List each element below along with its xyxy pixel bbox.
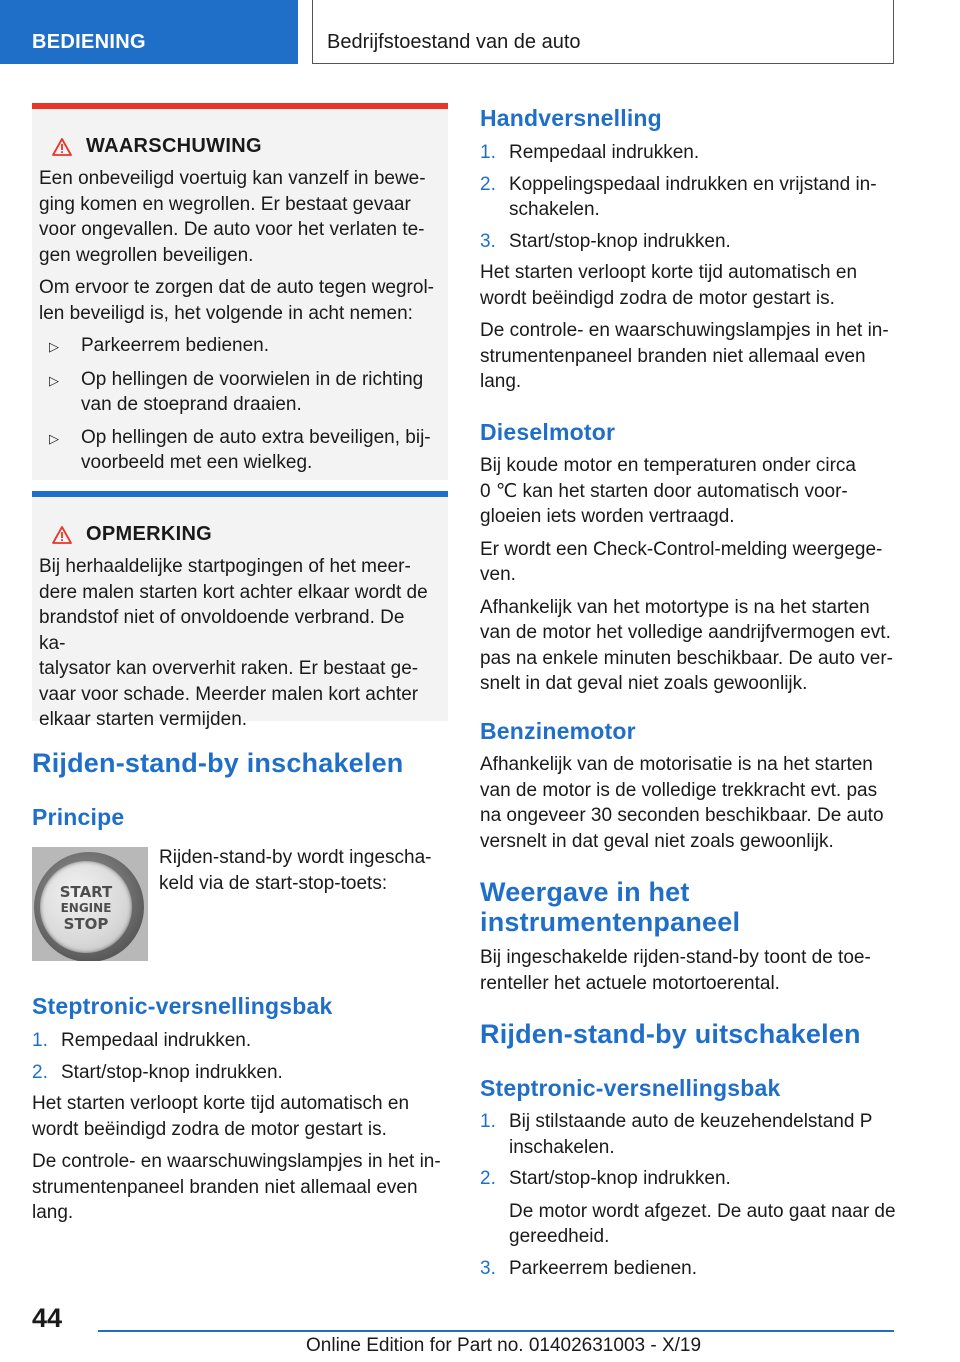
list-item: 3. Start/stop-knop indrukken. [480, 230, 731, 252]
chapter-title: Bedrijfstoestand van de auto [312, 0, 894, 64]
heading-benzinemotor: Benzinemotor [480, 718, 636, 744]
warning-paragraph-1: Een onbeveiligd voertuig kan vanzelf in bewe- ging komen en wegrollen. Er bestaat gevaar voor ongevallen. De auto voor het verlaten te- gen wegrollen beveiligen. [39, 168, 426, 266]
handversnelling-section [480, 140, 900, 402]
page-number: 44 [32, 1303, 63, 1333]
paragraph: Het starten verloopt korte tijd automatisch en wordt beëindigd zodra de motor gestart is. [32, 1093, 410, 1140]
warning-icon [52, 138, 72, 156]
benzine-paragraph: Afhankelijk van de motorisatie is na het starten van de motor is de volledige trekkracht evt. pas na ongeveer 30 seconden beschikbaar. De auto versnelt in dat geval niet zoals gewoonlijk. [480, 754, 884, 852]
heading-dieselmotor: Dieselmotor [480, 419, 616, 445]
list-item: ▷ Op hellingen de voorwielen in de richting van de stoeprand draaien. [39, 367, 436, 418]
note-title-text: OPMERKING [86, 523, 213, 545]
paragraph: De controle- en waarschuwingslampjes in het in- strumentenpaneel branden niet allemaal even lang. [480, 320, 889, 392]
list-item: 1. Bij stilstaande auto de keuzehendelstand P inschakelen. [480, 1111, 873, 1158]
list-item: 2. Start/stop-knop indrukken. De motor wordt afgezet. De auto gaat naar de gereedheid. [480, 1168, 896, 1247]
heading-handversnelling: Handversnelling [480, 105, 662, 131]
paragraph: Bij koude motor en temperaturen onder circa 0 ℃ kan het starten door automatisch voor- gloeien iets worden vertraagd. [480, 455, 856, 527]
steptronic-steps [32, 1028, 452, 1233]
note-title [52, 523, 436, 546]
heading-steptronic: Steptronic-versnellingsbak [32, 993, 333, 1019]
uit-steps [480, 1109, 900, 1287]
list-item: 3. Parkeerrem bedienen. [480, 1257, 697, 1279]
triangle-bullet-icon: ▷ [49, 372, 59, 388]
paragraph: Het starten verloopt korte tijd automatisch en wordt beëindigd zodra de motor gestart is. [480, 262, 858, 309]
weergave-paragraph: Bij ingeschakelde rijden-stand-by toont de toe- renteller het actuele motortoerental. [480, 947, 871, 994]
list-item: 2. Start/stop-knop indrukken. [32, 1061, 283, 1083]
list-item: 1. Rempedaal indrukken. [32, 1030, 252, 1051]
heading-weergave: Weergave in het instrumentenpaneel [480, 877, 741, 937]
list-item: ▷ Op hellingen de auto extra beveiligen, bij- voorbeeld met een wielkeg. [39, 425, 436, 476]
note-warning-icon [52, 526, 72, 544]
triangle-bullet-icon: ▷ [49, 339, 59, 354]
warning-box [32, 103, 448, 480]
heading-uit-steptronic: Steptronic-versnellingsbak [480, 1075, 781, 1101]
footer-edition-text: Online Edition for Part no. 01402631003 - X/19 [306, 1335, 702, 1356]
note-paragraph: Bij herhaaldelijke startpogingen of het meer- dere malen starten kort achter elkaar wordt de brandstof niet of onvoldoende verbrand. De ka- talysator kan oververhit raken. Er bestaat ge- vaar voor schade. Meerder malen kort achter elkaar starten vermijden. [39, 556, 428, 730]
start-stop-button-image: START ENGINE STOP [32, 847, 148, 961]
note-box [32, 491, 448, 730]
triangle-bullet-icon: ▷ [49, 430, 59, 446]
section-tab: BEDIENING [0, 0, 298, 64]
list-item: 1. Rempedaal indrukken. [480, 142, 700, 163]
warning-paragraph-2: Om ervoor te zorgen dat de auto tegen wegrol- len beveiligd is, het volgende in acht nemen: [39, 277, 435, 324]
principe-text: Rijden-stand-by wordt ingescha- keld via de start-stop-toets: [159, 847, 432, 894]
diesel-section [480, 453, 900, 704]
heading-inschakelen: Rijden-stand-by inschakelen [32, 748, 404, 778]
warning-title [52, 135, 436, 158]
paragraph: Er wordt een Check-Control-melding weergege- ven. [480, 538, 883, 585]
heading-uitschakelen: Rijden-stand-by uitschakelen [480, 1019, 861, 1049]
paragraph: De controle- en waarschuwingslampjes in het in- strumentenpaneel branden niet allemaal even lang. [32, 1151, 441, 1223]
footer-divider [98, 1330, 894, 1332]
list-item: ▷ Parkeerrem bedienen. [39, 333, 436, 360]
paragraph: Afhankelijk van het motortype is na het starten van de motor het volledige aandrijfvermogen evt. pas na enkele minuten beschikbaar. De auto ver- snelt in dat geval niet zoals gewoonlijk. [480, 596, 893, 694]
list-item: 2. Koppelingspedaal indrukken en vrijstand in- schakelen. [480, 173, 877, 220]
heading-principe: Principe [32, 804, 125, 830]
warning-title-text: WAARSCHUWING [86, 135, 262, 157]
